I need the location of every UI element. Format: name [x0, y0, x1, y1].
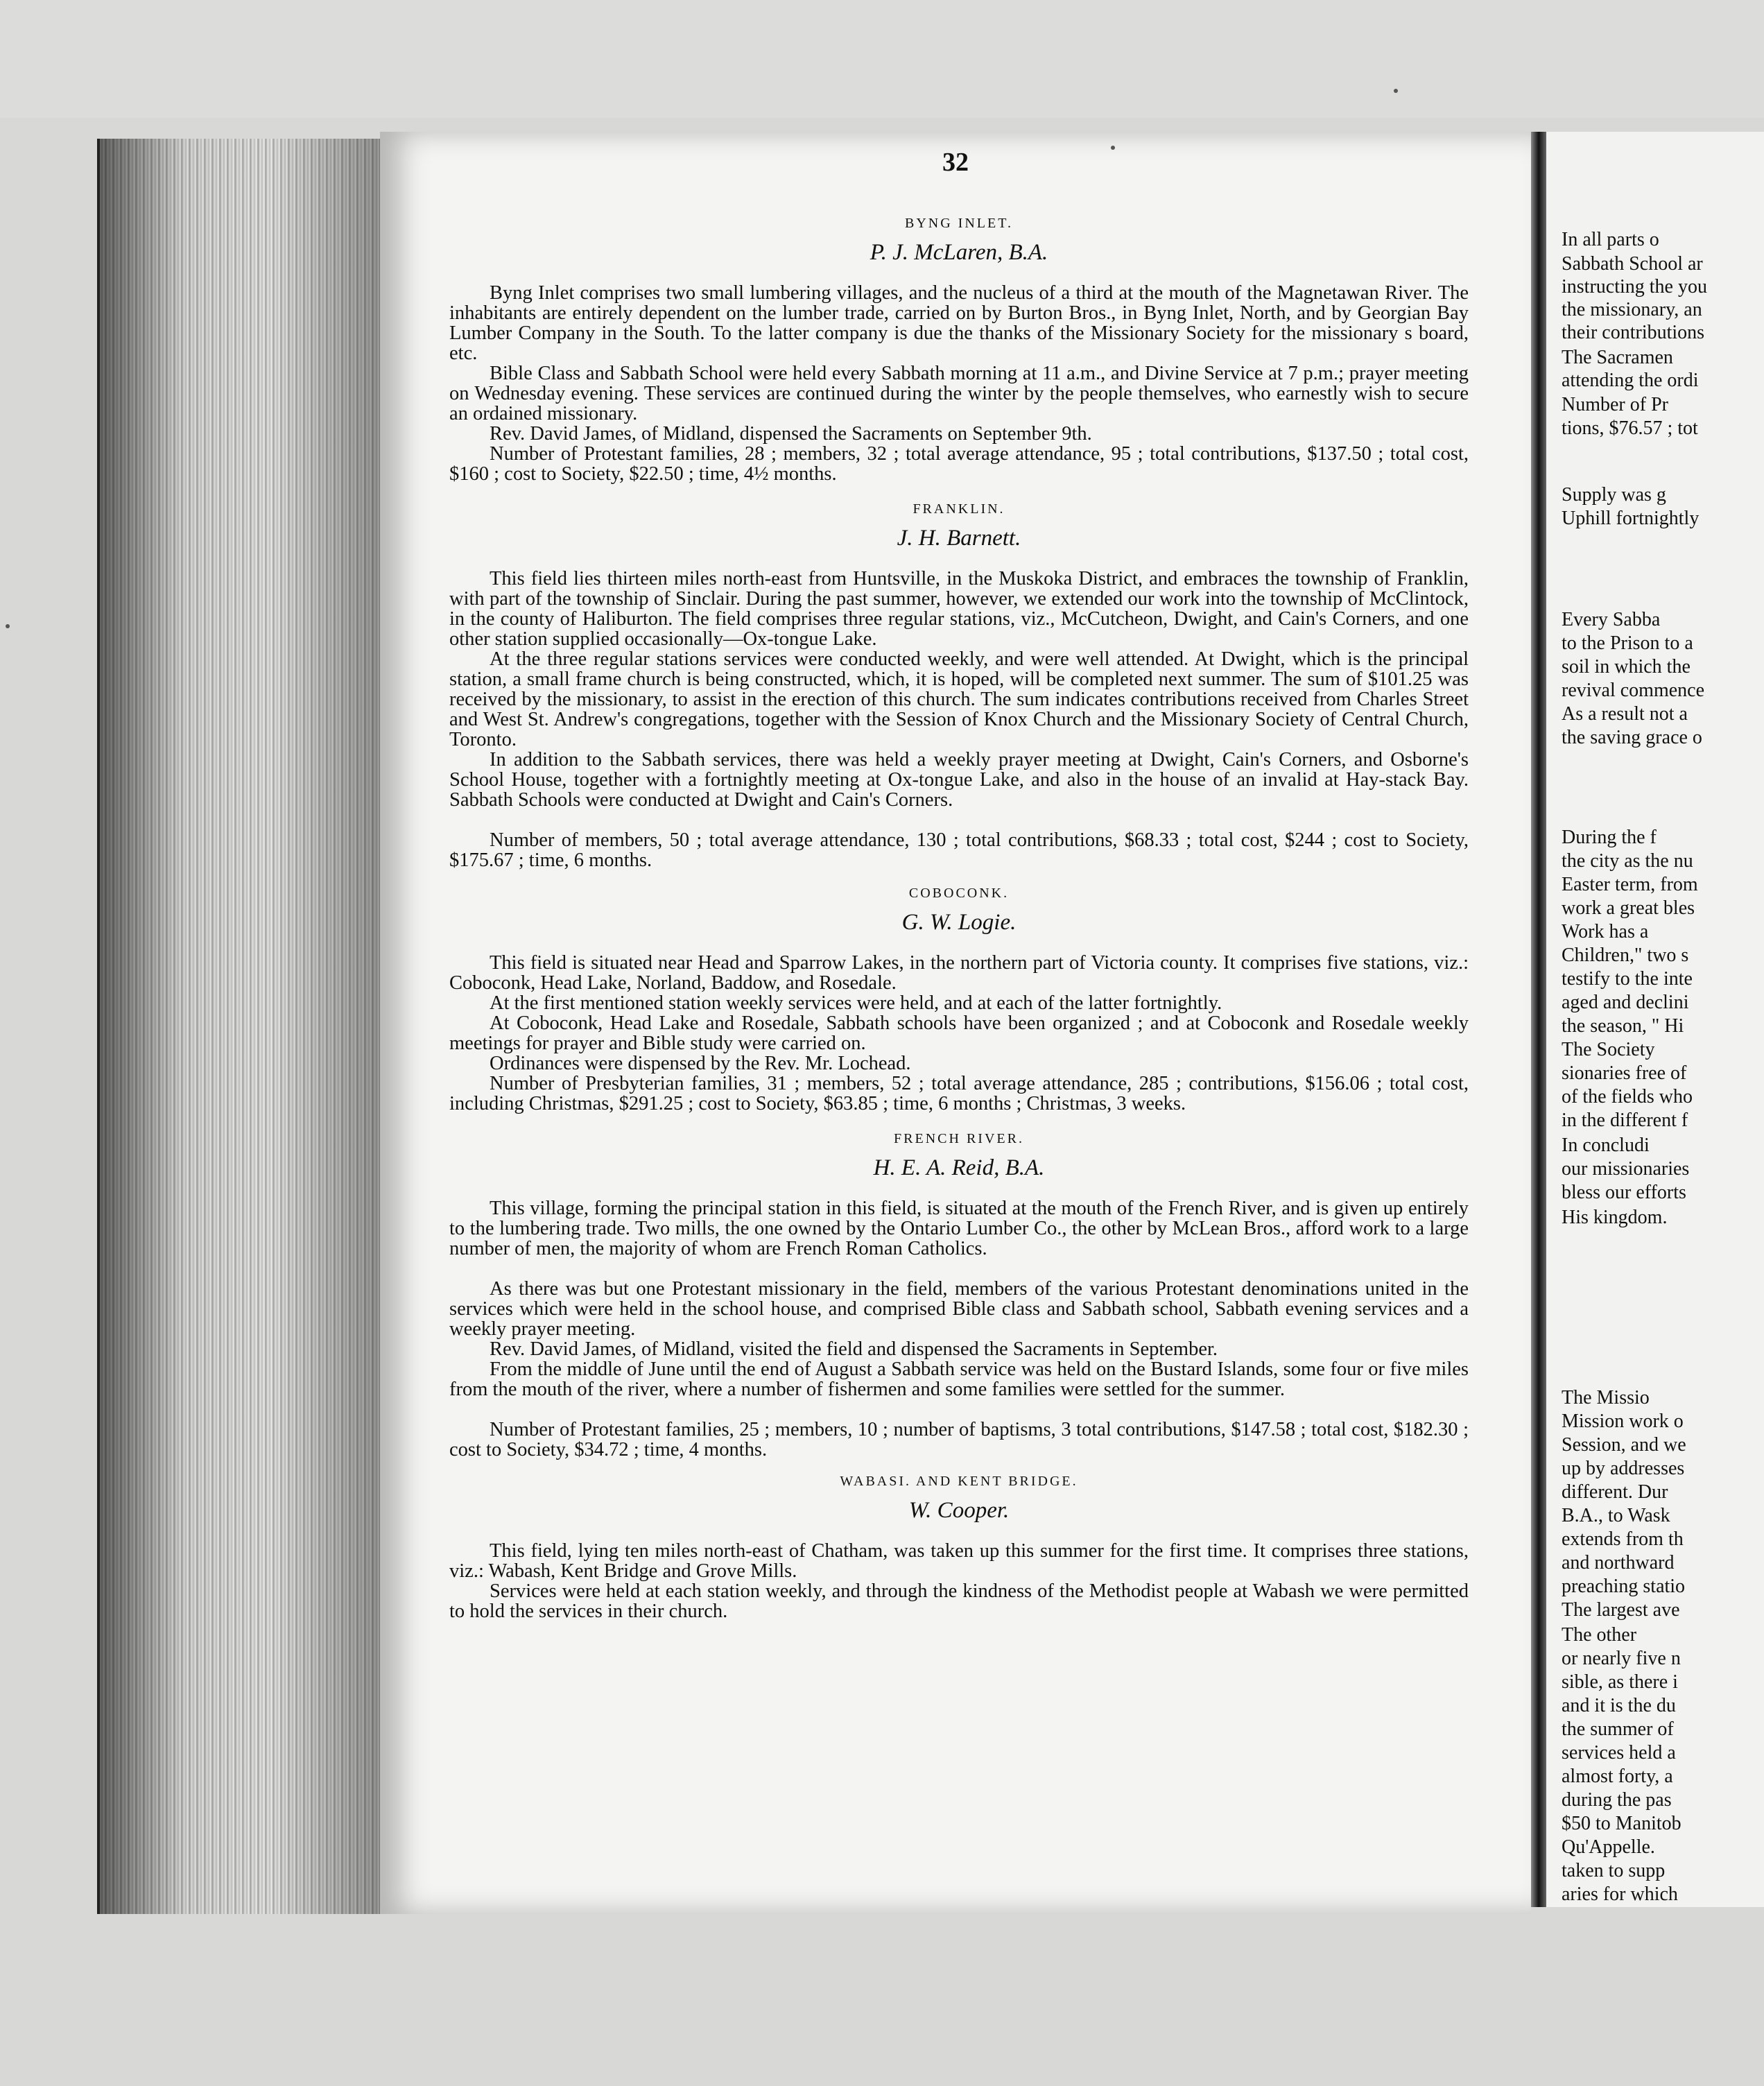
facing-page-line: sionaries free of: [1562, 1062, 1687, 1084]
facing-page-line: The Missio: [1562, 1387, 1650, 1408]
author-french-river: H. E. A. Reid, B.A.: [873, 1155, 1045, 1180]
book-gutter: [1531, 132, 1546, 1907]
facing-page-line: taken to supp: [1562, 1860, 1666, 1881]
paragraph: At the three regular stations services were conducted weekly, and were well attended. At Dwight, which is the principal station, a small frame church is being constructed, which, it is hoped, will be completed next summer. The sum of $101.25 was received by the missionary, to assist in the erection of this church. The sum indicates contributions received from Charles Street and West St. Andrew's congregations, together with the Session of Knox Church and the Missionary Society of Central Church, Toronto.: [449, 648, 1469, 750]
paragraph: Ordinances were dispensed by the Rev. Mr. Lochead.: [490, 1053, 911, 1074]
paragraph: As there was but one Protestant missionary in the field, members of the various Protestant denominations united in the services which were held in the school house, and comprised Bible class and Sabbath school, Sabbath evening services and a weekly prayer meeting.: [449, 1278, 1469, 1340]
facing-page-line: tions, $76.57 ; tot: [1562, 417, 1698, 439]
facing-page-line: soil in which the: [1562, 656, 1690, 678]
facing-page-line: As a result not a: [1562, 703, 1688, 725]
paragraph: Byng Inlet comprises two small lumbering villages, and the nucleus of a third at the mouth of the Magnetawan River. The inhabitants are entirely dependent on the lumber trade, carried on by Burton Bros., in Byng Inlet, North, and by Georgian Bay Lumber Company in the South. To the latter company is due the thanks of the Missionary Society for the missionary s board, etc.: [449, 282, 1469, 364]
facing-page-line: $50 to Manitob: [1562, 1813, 1681, 1834]
paragraph: Number of Protestant families, 28 ; members, 32 ; total average attendance, 95 ; total contributions, $137.50 ; total cost, $160 ; cost to Society, $22.50 ; time, 4½ months.: [449, 443, 1469, 485]
facing-page-line: The other: [1562, 1624, 1637, 1646]
facing-page-line: His kingdom.: [1562, 1207, 1668, 1228]
facing-page-line: Qu'Appelle.: [1562, 1836, 1655, 1858]
facing-page-line: Number of Pr: [1562, 394, 1668, 415]
facing-page: [1546, 132, 1764, 1907]
section-title-coboconk: COBOCONK.: [908, 886, 1010, 901]
section-title-wabash: WABASI. AND KENT BRIDGE.: [840, 1474, 1078, 1489]
facing-page-line: sible, as there i: [1562, 1671, 1678, 1693]
facing-page-line: The Society: [1562, 1039, 1655, 1060]
facing-page-line: The largest ave: [1562, 1599, 1680, 1621]
facing-page-line: during the pas: [1562, 1789, 1672, 1811]
section-title-french-river: FRENCH RIVER.: [894, 1131, 1024, 1146]
facing-page-line: In all parts o: [1562, 229, 1659, 250]
paragraph: This field lies thirteen miles north-east from Huntsville, in the Muskoka District, and embraces the township of Franklin, with part of the township of Sinclair. During the past summer, however, we extended our work into the township of McClintock, in the county of Haliburton. The field comprises three regular stations, viz., McCutcheon, Dwight, and Cain's Corners, and one other station supplied occasionally—Ox-tongue Lake.: [449, 568, 1469, 650]
facing-page-line: Uphill fortnightly: [1562, 508, 1700, 529]
facing-page-line: attending the ordi: [1562, 370, 1699, 391]
paragraph: Number of Presbyterian families, 31 ; members, 52 ; total average attendance, 285 ; contributions, $156.06 ; total cost, including Christmas, $291.25 ; cost to Society, $63.85 ; time, 6 months ; Christmas, 3 weeks.: [449, 1073, 1469, 1114]
facing-page-line: extends from th: [1562, 1528, 1684, 1550]
facing-page-line: and it is the du: [1562, 1695, 1676, 1716]
main-page: [380, 132, 1531, 1914]
facing-page-line: During the f: [1562, 827, 1657, 848]
facing-page-line: preaching statio: [1562, 1576, 1686, 1597]
facing-page-line: their contributions: [1562, 322, 1705, 343]
facing-page-line: work a great bles: [1562, 897, 1695, 919]
paragraph: Bible Class and Sabbath School were held every Sabbath morning at 11 a.m., and Divine Service at 7 p.m.; prayer meeting on Wednesday evening. These services are continued during the winter by the people themselves, who earnestly wish to secure an ordained missionary.: [449, 363, 1469, 424]
paragraph: Number of Protestant families, 25 ; members, 10 ; number of baptisms, 3 total contributions, $147.58 ; total cost, $182.30 ; cost to Society, $34.72 ; time, 4 months.: [449, 1419, 1469, 1460]
facing-page-line: the season, " Hi: [1562, 1015, 1684, 1037]
facing-page-line: revival commence: [1562, 680, 1705, 701]
facing-page-line: the missionary, an: [1562, 299, 1702, 320]
top-dark-band: [0, 0, 1764, 118]
film-speck: [1111, 146, 1115, 150]
facing-page-line: testify to the inte: [1562, 968, 1693, 990]
section-title-byng-inlet: BYNG INLET.: [905, 216, 1013, 231]
film-speck: [6, 624, 10, 628]
facing-page-line: Every Sabba: [1562, 609, 1661, 630]
section-title-franklin: FRANKLIN.: [913, 501, 1005, 517]
facing-page-line: Supply was g: [1562, 484, 1666, 506]
paragraph: This village, forming the principal station in this field, is situated at the mouth of the French River, and is given up entirely to the lumbering trade. Two mills, the one owned by the Ontario Lumber Co., the other by McLean Bros., afford work to a large number of men, the majority of whom are French Roman Catholics.: [449, 1198, 1469, 1259]
facing-page-line: Mission work o: [1562, 1411, 1684, 1432]
author-byng-inlet: P. J. McLaren, B.A.: [870, 240, 1048, 265]
facing-page-line: aries for which: [1562, 1884, 1678, 1905]
facing-page-line: up by addresses: [1562, 1458, 1685, 1479]
page-number: 32: [942, 148, 969, 177]
facing-page-line: Children," two s: [1562, 945, 1689, 966]
facing-page-line: the saving grace o: [1562, 727, 1702, 748]
paragraph: At the first mentioned station weekly services were held, and at each of the latter fortnightly.: [490, 992, 1222, 1014]
paragraph: This field is situated near Head and Sparrow Lakes, in the northern part of Victoria county. It comprises five stations, viz.: Coboconk, Head Lake, Norland, Baddow, and Rosedale.: [449, 952, 1469, 994]
facing-page-line: The Sacramen: [1562, 347, 1673, 368]
facing-page-line: the city as the nu: [1562, 850, 1693, 872]
facing-page-line: B.A., to Wask: [1562, 1505, 1670, 1526]
facing-page-line: Easter term, from: [1562, 874, 1698, 895]
facing-page-line: in the different f: [1562, 1110, 1688, 1131]
paragraph: Number of members, 50 ; total average attendance, 130 ; total contributions, $68.33 ; total cost, $244 ; cost to Society, $175.67 ; time, 6 months.: [449, 829, 1469, 871]
facing-page-line: Session, and we: [1562, 1434, 1686, 1456]
facing-page-line: Sabbath School ar: [1562, 253, 1703, 275]
author-wabash: W. Cooper.: [908, 1498, 1010, 1523]
facing-page-line: services held a: [1562, 1742, 1676, 1764]
author-franklin: J. H. Barnett.: [897, 526, 1021, 551]
paragraph: Services were held at each station weekly, and through the kindness of the Methodist people at Wabash we were permitted to hold the services in their church.: [449, 1580, 1469, 1622]
facing-page-line: the summer of: [1562, 1718, 1674, 1740]
facing-page-line: almost forty, a: [1562, 1766, 1673, 1787]
paragraph: This field, lying ten miles north-east of Chatham, was taken up this summer for the first time. It comprises three stations, viz.: Wabash, Kent Bridge and Grove Mills.: [449, 1540, 1469, 1582]
paragraph: Rev. David James, of Midland, dispensed the Sacraments on September 9th.: [490, 423, 1092, 445]
book-page-edge: [97, 139, 384, 1914]
facing-page-line: bless our efforts: [1562, 1182, 1686, 1203]
facing-page-line: to the Prison to a: [1562, 632, 1693, 654]
paragraph: From the middle of June until the end of August a Sabbath service was held on the Bustard Islands, some four or five miles from the mouth of the river, where a number of fishermen and some families were settled for the summer.: [449, 1359, 1469, 1400]
facing-page-line: aged and declini: [1562, 992, 1689, 1013]
author-coboconk: G. W. Logie.: [901, 910, 1017, 935]
facing-page-line: In concludi: [1562, 1135, 1650, 1156]
facing-page-line: and northward: [1562, 1552, 1675, 1574]
film-speck: [1394, 89, 1398, 93]
facing-page-line: our missionaries: [1562, 1158, 1690, 1180]
facing-page-line: of the fields who: [1562, 1086, 1693, 1107]
facing-page-line: instructing the you: [1562, 276, 1707, 298]
paragraph: At Coboconk, Head Lake and Rosedale, Sabbath schools have been organized ; and at Coboconk and Rosedale weekly meetings for prayer and Bible study were carried on.: [449, 1012, 1469, 1054]
facing-page-line: different. Dur: [1562, 1481, 1668, 1503]
facing-page-line: or nearly five n: [1562, 1648, 1681, 1669]
paragraph: In addition to the Sabbath services, there was held a weekly prayer meeting at Dwight, Cain's Corners, and Osborne's School House, together with a fortnightly meeting at Ox-tongue Lake, and also in the house of an invalid at Hay-stack Bay. Sabbath Schools were conducted at Dwight and Cain's Corners.: [449, 749, 1469, 811]
facing-page-line: Work has a: [1562, 921, 1649, 942]
paragraph: Rev. David James, of Midland, visited the field and dispensed the Sacraments in September.: [490, 1338, 1218, 1360]
